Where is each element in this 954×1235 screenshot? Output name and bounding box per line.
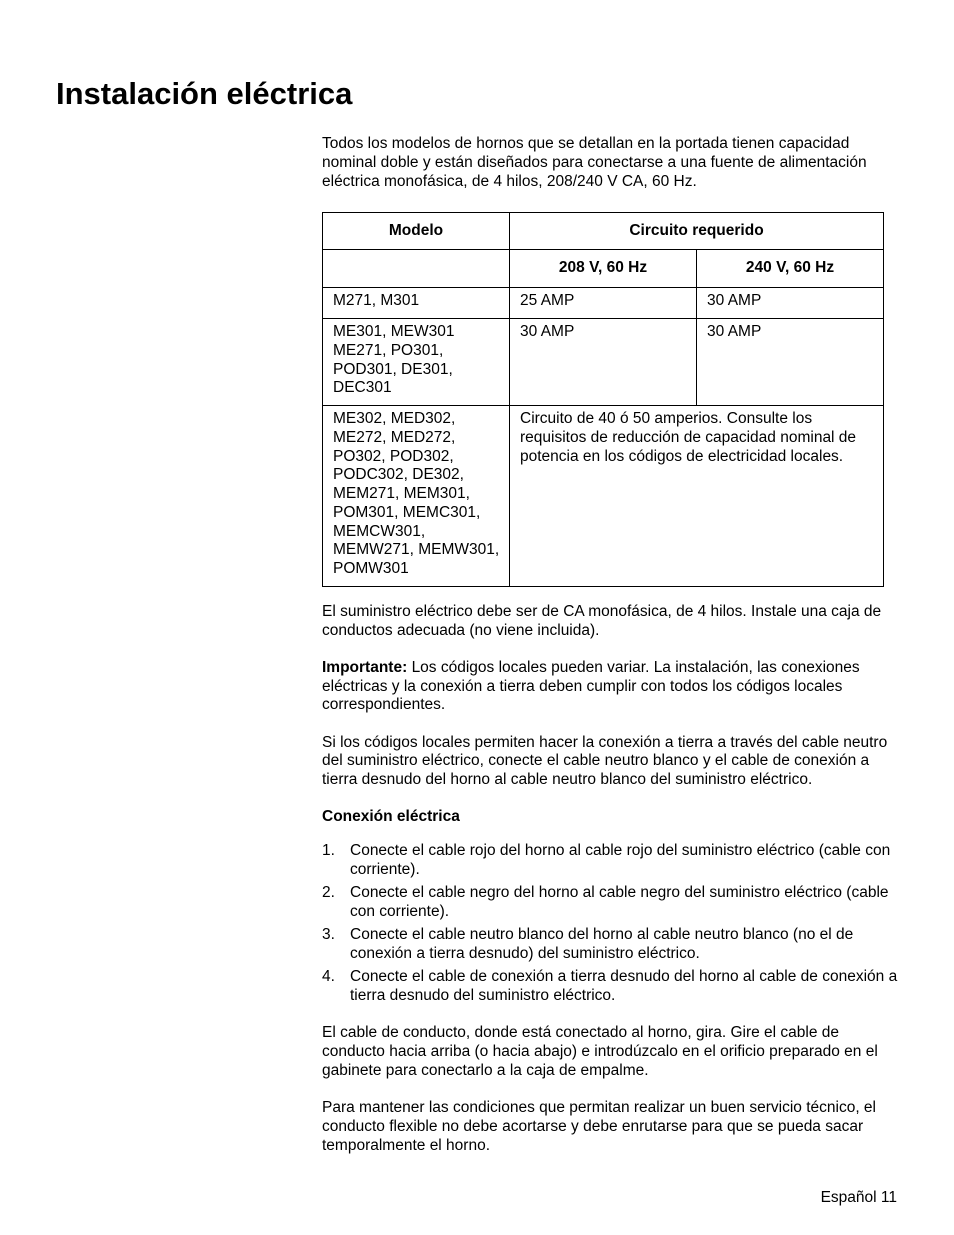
step-item [322, 842, 898, 880]
circuit-240v-cell: 30 AMP [697, 288, 884, 319]
page-footer: Español 11 [820, 1189, 897, 1206]
section-heading: Conexión eléctrica [322, 808, 460, 826]
service-paragraph: Para mantener las condiciones que permitan realizar un buen servicio técnico, el conducto flexible no debe acortarse y debe enrutarse para que se pueda sacar temporalmente el horno. [322, 1099, 876, 1154]
step-item [322, 926, 898, 964]
supply-paragraph: El suministro eléctrico debe ser de CA monofásica, de 4 hilos. Instale una caja de conductos adecuada (no viene incluida). [322, 602, 882, 639]
model-line: ME302, MED302, [333, 410, 456, 427]
header-circuit-required: Circuito requerido [510, 213, 884, 250]
circuit-208v-cell: 25 AMP [510, 288, 697, 319]
model-line: ME301, MEW301 [333, 323, 455, 340]
model-line: PODC302, DE302, [333, 466, 464, 484]
important-paragraph [322, 659, 898, 715]
step-text: Conecte el cable neutro blanco del horno al cable neutro blanco (no el de conexión a tierra desnudo) del suministro eléctrico. [350, 926, 854, 962]
model-line: POM301, MEMC301, [333, 503, 481, 521]
model-line: M271, M301 [333, 292, 420, 310]
model-line: DEC301 [333, 379, 392, 397]
header-240v: 240 V, 60 Hz [697, 250, 884, 288]
intro-paragraph: Todos los modelos de hornos que se detallan en la portada tienen capacidad nominal doble y están diseñados para conectarse a una fuente de alimentación eléctrica monofásica, de 4 hilos, 208/240 V CA, 60 Hz. [322, 135, 867, 190]
model-line: ME272, MED272, [333, 428, 456, 446]
step-text: Conecte el cable negro del horno al cable negro del suministro eléctrico (cable con corriente). [350, 884, 889, 920]
connection-steps [322, 842, 898, 1006]
step-text: Conecte el cable rojo del horno al cable rojo del suministro eléctrico (cable con corriente). [350, 842, 891, 878]
model-line: MEMW271, MEMW301, [333, 541, 500, 559]
step-number: 4. [322, 968, 335, 985]
table-row [323, 406, 884, 587]
model-line: ME271, PO301, [333, 341, 444, 359]
step-number: 3. [322, 926, 335, 943]
neutral-grounding-paragraph: Si los códigos locales permiten hacer la conexión a tierra a través del cable neutro del suministro eléctrico, conecte el cable neutro blanco y el cable de conexión a tierra desnudo del horno al cable neutro blanco del suministro eléctrico. [322, 733, 888, 788]
model-line: POD301, DE301, [333, 360, 453, 378]
circuit-240v-cell: 30 AMP [697, 319, 884, 406]
model-line: PO302, POD302, [333, 447, 454, 465]
circuit-note-cell: Circuito de 40 ó 50 amperios. Consulte los requisitos de reducción de capacidad nominal de potencia en los códigos de electricidad locales. [510, 406, 884, 587]
table-header-row [323, 213, 884, 250]
circuit-208v-cell: 30 AMP [510, 319, 697, 406]
header-empty-cell [323, 250, 510, 288]
step-item [322, 968, 898, 1006]
important-text: Los códigos locales pueden variar. La instalación, las conexiones eléctricas y la conexión a tierra deben cumplir con todos los códigos locales correspondientes. [322, 658, 860, 714]
main-content [322, 135, 898, 1155]
conduit-paragraph: El cable de conducto, donde está conectado al horno, gira. Gire el cable de conducto hacia arriba (o hacia abajo) e introdúzcalo en el orificio preparado en el gabinete para conectarlo a la caja de empalme. [322, 1024, 878, 1079]
circuit-requirements-table [322, 212, 884, 587]
table-row [323, 319, 884, 406]
step-number: 2. [322, 884, 335, 901]
step-text: Conecte el cable de conexión a tierra desnudo del horno al cable de conexión a tierra desnudo del suministro eléctrico. [350, 968, 898, 1004]
model-cell [323, 406, 510, 587]
model-line: MEM271, MEM301, [333, 485, 470, 502]
step-item [322, 884, 898, 922]
model-line: MEMCW301, [333, 522, 426, 540]
model-cell [323, 319, 510, 406]
important-label: Importante: [322, 658, 408, 676]
model-line: POMW301 [333, 560, 409, 577]
page-title: Instalación eléctrica [56, 76, 353, 111]
header-model: Modelo [323, 213, 510, 250]
model-cell [323, 288, 510, 319]
table-subheader-row [323, 250, 884, 288]
table-row [323, 288, 884, 319]
step-number: 1. [322, 842, 335, 859]
header-208v: 208 V, 60 Hz [510, 250, 697, 288]
